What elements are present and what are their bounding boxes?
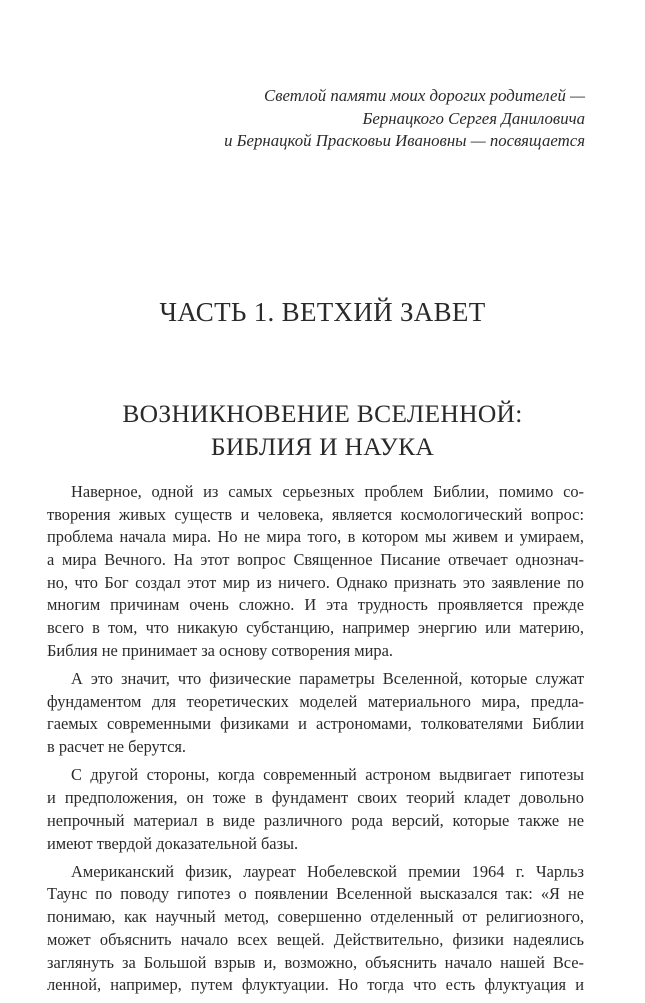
- dedication-line: Светлой памяти моих дорогих родителей —: [264, 86, 585, 105]
- paragraph: [47, 861, 584, 997]
- text-line: А это значит, что физические параметры Вселенной, которые служат: [71, 669, 584, 689]
- paragraph: [47, 668, 584, 759]
- part-title: ЧАСТЬ 1. ВЕТХИЙ ЗАВЕТ: [159, 297, 486, 327]
- dedication-line: и Бернацкой Прасковьи Ивановны — посвящается: [224, 131, 585, 150]
- text-line: многим причинам очень сложно. И эта трудность проявляется прежде: [47, 595, 584, 615]
- text-line: но, что Бог создал этот мир из ничего. Однако признать это заявление по: [47, 572, 584, 592]
- chapter-title-line: БИБЛИЯ И НАУКА: [210, 432, 435, 461]
- chapter-title: [0, 397, 645, 463]
- text-line: Таунс по поводу гипотез о появлении Вселенной высказался так: «Я не: [47, 884, 584, 904]
- text-line: гаемых современными физиками и астрономами, толкователями Библии: [47, 714, 584, 734]
- text-line: непрочный материал в виде различного рода версий, которые также не: [47, 810, 584, 830]
- dedication: [120, 85, 585, 153]
- text-line: понимаю, как научный метод, совершенно отделенный от религиозного,: [47, 907, 584, 927]
- body-text: [47, 481, 584, 1003]
- text-line: Американский физик, лауреат Нобелевской премии 1964 г. Чарльз: [71, 861, 584, 881]
- chapter-title-line: ВОЗНИКНОВЕНИЕ ВСЕЛЕННОЙ:: [122, 399, 523, 428]
- text-line: Библия не принимает за основу сотворения мира.: [47, 640, 393, 660]
- text-line: в расчет не берутся.: [47, 737, 187, 757]
- text-line: имеют твердой доказательной базы.: [47, 833, 299, 853]
- text-line: С другой стороны, когда современный астроном выдвигает гипотезы: [71, 765, 584, 785]
- text-line: фундаментом для теоретических моделей материального мира, предла-: [47, 691, 584, 711]
- text-line: и предположения, он тоже в фундамент своих теорий кладет довольно: [47, 788, 584, 808]
- paragraph: [47, 481, 584, 663]
- text-line: творения живых существ и человека, является космологический вопрос:: [47, 504, 584, 524]
- paragraph: [47, 764, 584, 855]
- text-line: заглянуть за Большой взрыв и, возможно, объяснить начало нашей Все-: [47, 952, 584, 972]
- text-line: всего в том, что никакую субстанцию, например энергию или материю,: [47, 618, 584, 638]
- text-line: а мира Вечного. На этот вопрос Священное Писание отвечает однознач-: [47, 550, 584, 570]
- text-line: проблема начала мира. Но не мира того, в котором мы живем и умираем,: [47, 527, 584, 547]
- dedication-line: Бернацкого Сергея Даниловича: [362, 108, 585, 128]
- text-line: ленной, например, путем флуктуации. Но тогда что есть флуктуация и: [47, 975, 584, 995]
- text-line: Наверное, одной из самых серьезных проблем Библии, помимо со-: [71, 482, 584, 501]
- text-line: может объяснить начало всех вещей. Действительно, физики надеялись: [47, 929, 584, 949]
